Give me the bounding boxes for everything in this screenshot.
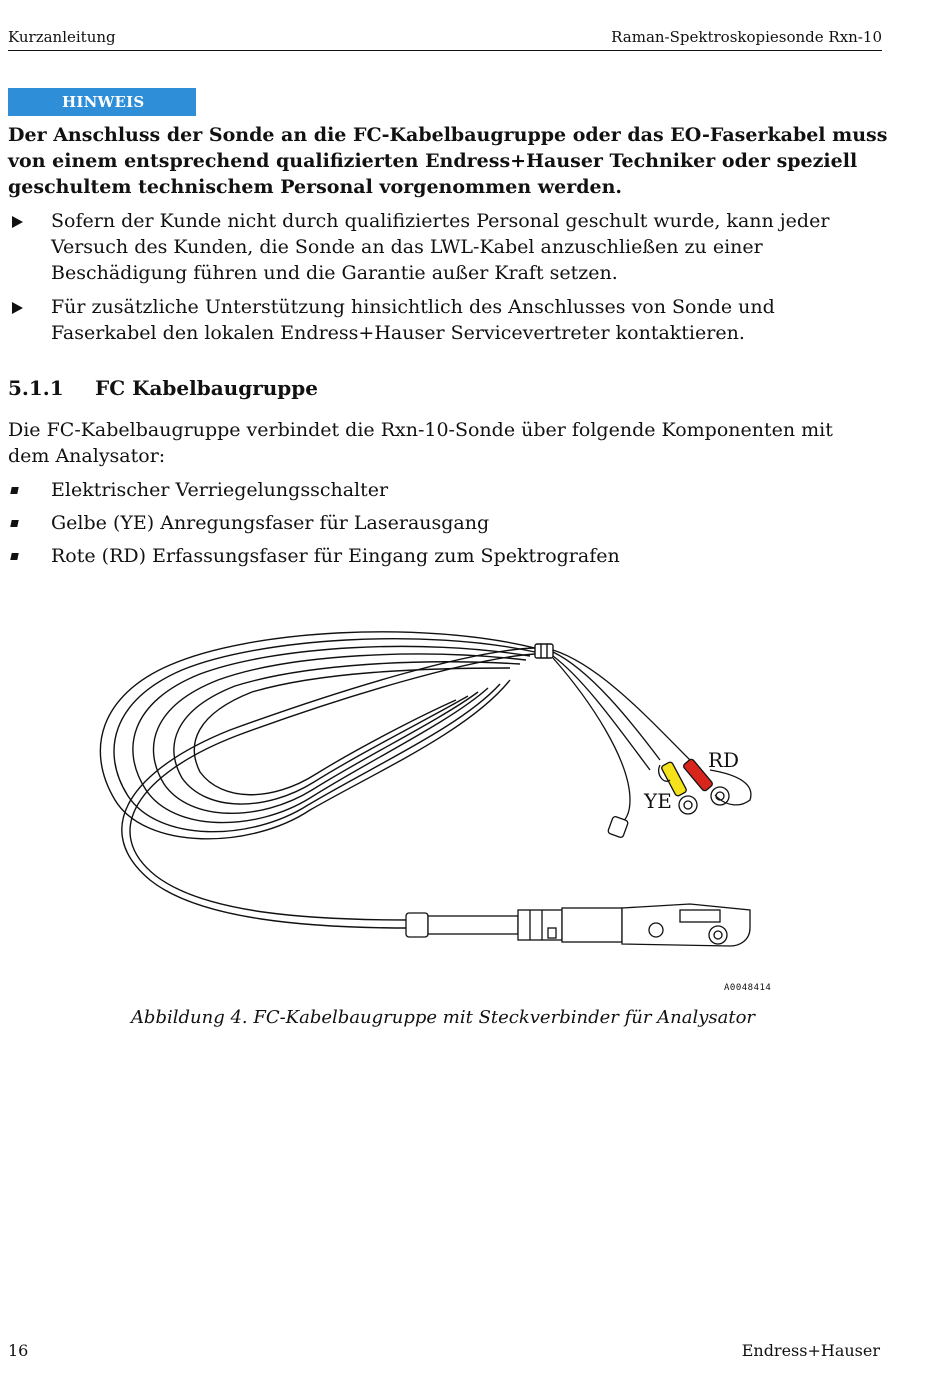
header-divider bbox=[8, 50, 882, 51]
notice-item-text: Sofern der Kunde nicht durch qualifiziertes Personal geschult wurde, kann jeder Versuch des Kunden, die Sonde an das LWL-Kabel anzuschließen zu einer Beschädigung führen und die Garantie außer Kraft setzen. bbox=[51, 210, 830, 284]
section-heading bbox=[8, 376, 318, 400]
notice-item bbox=[8, 208, 888, 286]
bullet-icon bbox=[10, 487, 18, 494]
list-item-text: Rote (RD) Erfassungsfaser für Eingang zum Spektrografen bbox=[51, 545, 620, 567]
fc-cable-assembly-illustration bbox=[90, 610, 790, 1000]
list-item bbox=[8, 510, 489, 536]
label-rd: RD bbox=[708, 748, 740, 772]
coiled-cable bbox=[100, 632, 535, 928]
section-title: FC Kabelbaugruppe bbox=[95, 376, 318, 400]
list-item-text: Elektrischer Verriegelungsschalter bbox=[51, 479, 389, 501]
list-item bbox=[8, 543, 620, 569]
label-ye: YE bbox=[644, 789, 672, 813]
arrow-right-icon bbox=[12, 302, 23, 314]
page-number: 16 bbox=[8, 1341, 29, 1360]
notice-item-text: Für zusätzliche Unterstützung hinsichtlich des Anschlusses von Sonde und Faserkabel den lokalen Endress+Hauser Servicevertreter kontaktieren. bbox=[51, 296, 775, 344]
section-number: 5.1.1 bbox=[8, 376, 64, 400]
notice-lead-text: Der Anschluss der Sonde an die FC-Kabelbaugruppe oder das EO-Faserkabel muss von einem entsprechend qualifizierten Endress+Hauser Techniker oder speziell geschultem technischem Personal vorgenommen werden. bbox=[8, 124, 888, 198]
running-header-title: Kurzanleitung bbox=[8, 28, 116, 46]
arrow-right-icon bbox=[12, 216, 23, 228]
footer-brand: Endress+Hauser bbox=[741, 1341, 880, 1360]
figure-caption: Abbildung 4. FC-Kabelbaugruppe mit Steckverbinder für Analysator bbox=[130, 1007, 756, 1028]
analyzer-connector bbox=[406, 904, 750, 946]
figure-code: A0048414 bbox=[724, 983, 772, 993]
bullet-icon bbox=[10, 520, 18, 527]
list-item-text: Gelbe (YE) Anregungsfaser für Laserausgang bbox=[51, 512, 490, 534]
notice-item bbox=[8, 294, 888, 346]
section-intro: Die FC-Kabelbaugruppe verbindet die Rxn-10-Sonde über folgende Komponenten mit dem Analysator: bbox=[8, 419, 833, 467]
cable-junction-sleeve bbox=[535, 644, 553, 658]
cable-assembly-figure bbox=[90, 610, 790, 1000]
notice-badge: HINWEIS bbox=[8, 88, 196, 116]
bullet-icon bbox=[10, 553, 18, 560]
running-header-product: Raman-Spektroskopiesonde Rxn-10 bbox=[611, 28, 882, 46]
list-item bbox=[8, 477, 388, 503]
